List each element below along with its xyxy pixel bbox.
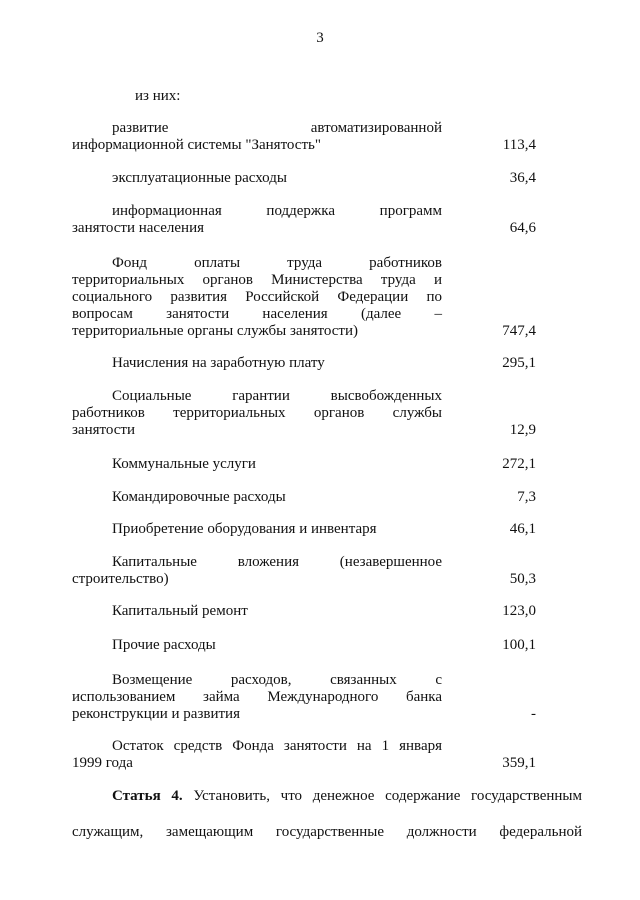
budget-item-line: использованием займа Международного банка — [72, 689, 442, 705]
budget-item-value: 359,1 — [502, 755, 536, 771]
budget-item-label — [72, 388, 442, 439]
article-4 — [72, 788, 582, 841]
budget-item-label — [72, 203, 442, 237]
budget-item-line: Возмещение расходов, связанных с — [112, 672, 442, 688]
article-4-line-1 — [72, 788, 582, 805]
budget-item-value: 7,3 — [517, 489, 536, 505]
article-4-text-1: Установить, что денежное содержание государственным — [193, 788, 582, 804]
budget-item-line: Капитальный ремонт — [112, 603, 248, 619]
budget-item-line: Начисления на заработную плату — [112, 355, 325, 371]
budget-item-value: 64,6 — [509, 220, 536, 236]
budget-item-line: работников территориальных органов службы — [72, 405, 442, 421]
budget-item-value: 295,1 — [502, 355, 536, 371]
budget-item-line: Приобретение оборудования и инвентаря — [112, 521, 377, 537]
budget-item-line: информационной системы "Занятость" — [72, 137, 321, 153]
budget-item-line: вопросам занятости населения (далее – — [72, 306, 442, 322]
budget-item-value: 123,0 — [502, 603, 536, 619]
budget-item-line: Капитальные вложения (незавершенное — [112, 554, 442, 570]
budget-item-label — [72, 456, 442, 473]
article-4-label: Статья 4. — [112, 788, 183, 804]
budget-item-value: 12,9 — [509, 422, 536, 438]
budget-item-value: 747,4 — [502, 323, 536, 339]
budget-item-value: 36,4 — [509, 170, 536, 186]
budget-item-label — [72, 521, 442, 538]
budget-item-line: строительство) — [72, 571, 169, 587]
budget-item-line: информационная поддержка программ — [112, 203, 442, 219]
budget-item-value: 100,1 — [502, 637, 536, 653]
budget-item-label — [72, 489, 442, 506]
budget-item-value: - — [531, 706, 536, 722]
budget-item-line: занятости — [72, 422, 135, 438]
budget-item-label — [72, 355, 442, 372]
budget-item-label — [72, 672, 442, 723]
budget-item-value: 46,1 — [509, 521, 536, 537]
budget-item-label — [72, 120, 442, 154]
budget-item-line: Остаток средств Фонда занятости на 1 января — [112, 738, 442, 754]
page-number: 3 — [316, 30, 324, 46]
intro-text: из них: — [135, 88, 181, 104]
budget-item-line: занятости населения — [72, 220, 205, 236]
budget-item-value: 272,1 — [502, 456, 536, 472]
budget-item-line: территориальные органы службы занятости) — [72, 323, 358, 339]
budget-item-line: территориальных органов Министерства труда и — [72, 272, 442, 288]
budget-item-line: эксплуатационные расходы — [112, 170, 287, 186]
budget-item-line: Прочие расходы — [112, 637, 216, 653]
budget-item-value: 50,3 — [509, 571, 536, 587]
budget-item-line: реконструкции и развития — [72, 706, 240, 722]
budget-item-label — [72, 554, 442, 588]
budget-item-line: Командировочные расходы — [112, 489, 286, 505]
budget-item-label — [72, 637, 442, 654]
budget-item-line: социального развития Российской Федерации по — [72, 289, 442, 305]
budget-item-line: развитие автоматизированной — [112, 120, 442, 136]
article-4-line-2: служащим, замещающим государственные должности федеральной — [72, 824, 582, 840]
budget-item-label — [72, 738, 442, 772]
budget-item-label — [72, 255, 442, 340]
budget-item-value: 113,4 — [502, 137, 536, 153]
budget-item-label — [72, 603, 442, 620]
budget-item-line: Фонд оплаты труда работников — [112, 255, 442, 271]
budget-item-label — [72, 170, 442, 187]
budget-item-line: 1999 года — [72, 755, 133, 771]
budget-item-line: Коммунальные услуги — [112, 456, 256, 472]
budget-item-line: Социальные гарантии высвобожденных — [112, 388, 442, 404]
